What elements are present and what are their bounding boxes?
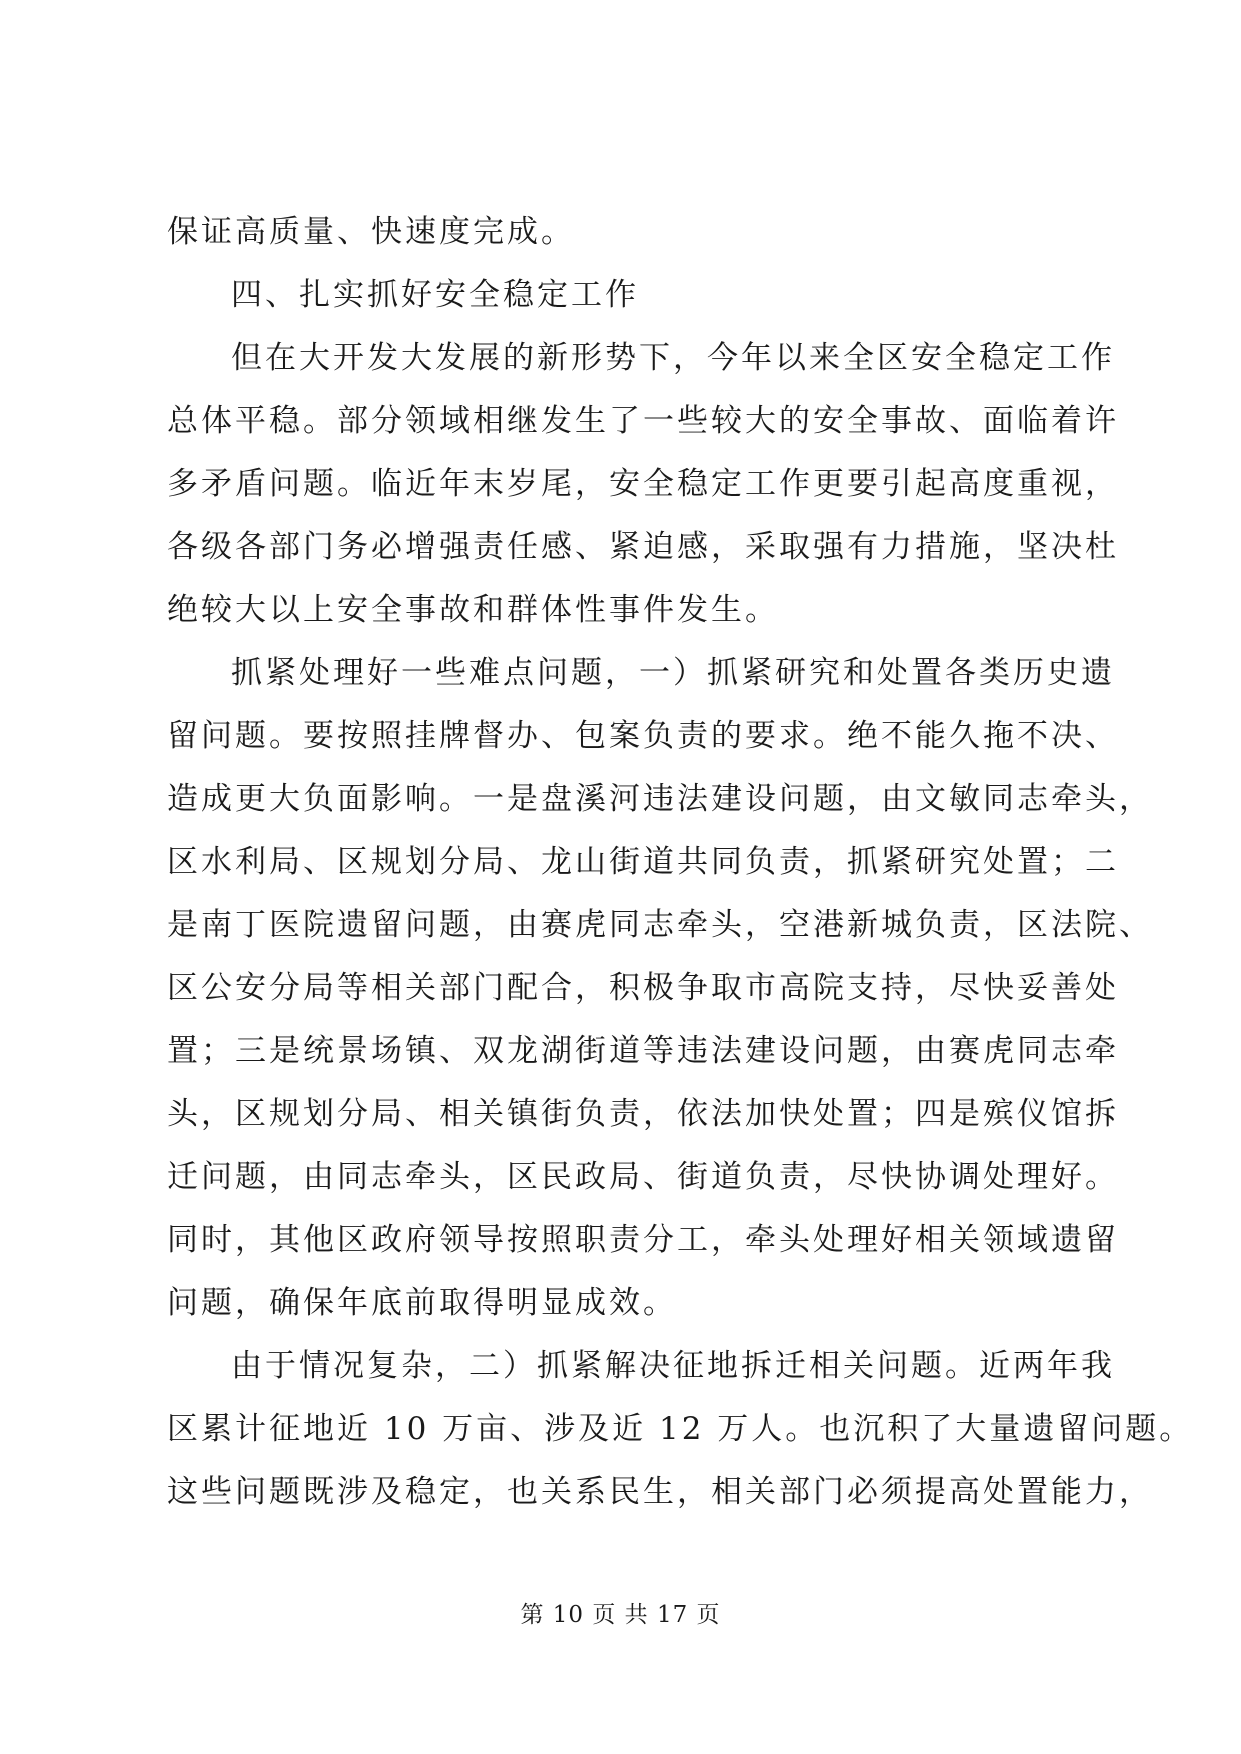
text-line: 区公安分局等相关部门配合，积极争取市高院支持，尽快妥善处 (167, 970, 1119, 1006)
text-line: 是南丁医院遗留问题，由赛虎同志牵头，空港新城负责，区法院、 (167, 907, 1153, 943)
text-line: 区水利局、区规划分局、龙山街道共同负责，抓紧研究处置；二 (167, 844, 1119, 880)
text-line: 置；三是统景场镇、双龙湖街道等违法建设问题，由赛虎同志牵 (167, 1033, 1119, 1069)
text-line: 总体平稳。部分领域相继发生了一些较大的安全事故、面临着许 (167, 403, 1119, 439)
section-heading: 四、扎实抓好安全稳定工作 (231, 277, 639, 313)
text-line: 区累计征地近 10 万亩、涉及近 12 万人。也沉积了大量遗留问题。 (167, 1411, 1194, 1447)
text-line: 由于情况复杂，二）抓紧解决征地拆迁相关问题。近两年我 (231, 1348, 1115, 1384)
text-line: 保证高质量、快速度完成。 (167, 214, 575, 250)
text-line: 问题，确保年底前取得明显成效。 (167, 1285, 677, 1321)
text-line: 这些问题既涉及稳定，也关系民生，相关部门必须提高处置能力， (167, 1474, 1153, 1510)
page-number-footer: 第 10 页 共 17 页 (520, 1602, 721, 1628)
text-line: 迁问题，由同志牵头，区民政局、街道负责，尽快协调处理好。 (167, 1159, 1119, 1195)
text-line: 留问题。要按照挂牌督办、包案负责的要求。绝不能久拖不决、 (167, 718, 1119, 754)
document-body (167, 201, 1194, 1524)
text-line: 抓紧处理好一些难点问题，一）抓紧研究和处置各类历史遗 (231, 655, 1115, 691)
text-line: 造成更大负面影响。一是盘溪河违法建设问题，由文敏同志牵头， (167, 781, 1153, 817)
text-line: 但在大开发大发展的新形势下，今年以来全区安全稳定工作 (231, 340, 1115, 376)
text-line: 各级各部门务必增强责任感、紧迫感，采取强有力措施，坚决杜 (167, 529, 1119, 565)
text-line: 绝较大以上安全事故和群体性事件发生。 (167, 592, 779, 628)
text-line: 头，区规划分局、相关镇街负责，依法加快处置；四是殡仪馆拆 (167, 1096, 1119, 1132)
text-line: 同时，其他区政府领导按照职责分工，牵头处理好相关领域遗留 (167, 1222, 1119, 1258)
text-line: 多矛盾问题。临近年末岁尾，安全稳定工作更要引起高度重视， (167, 466, 1119, 502)
